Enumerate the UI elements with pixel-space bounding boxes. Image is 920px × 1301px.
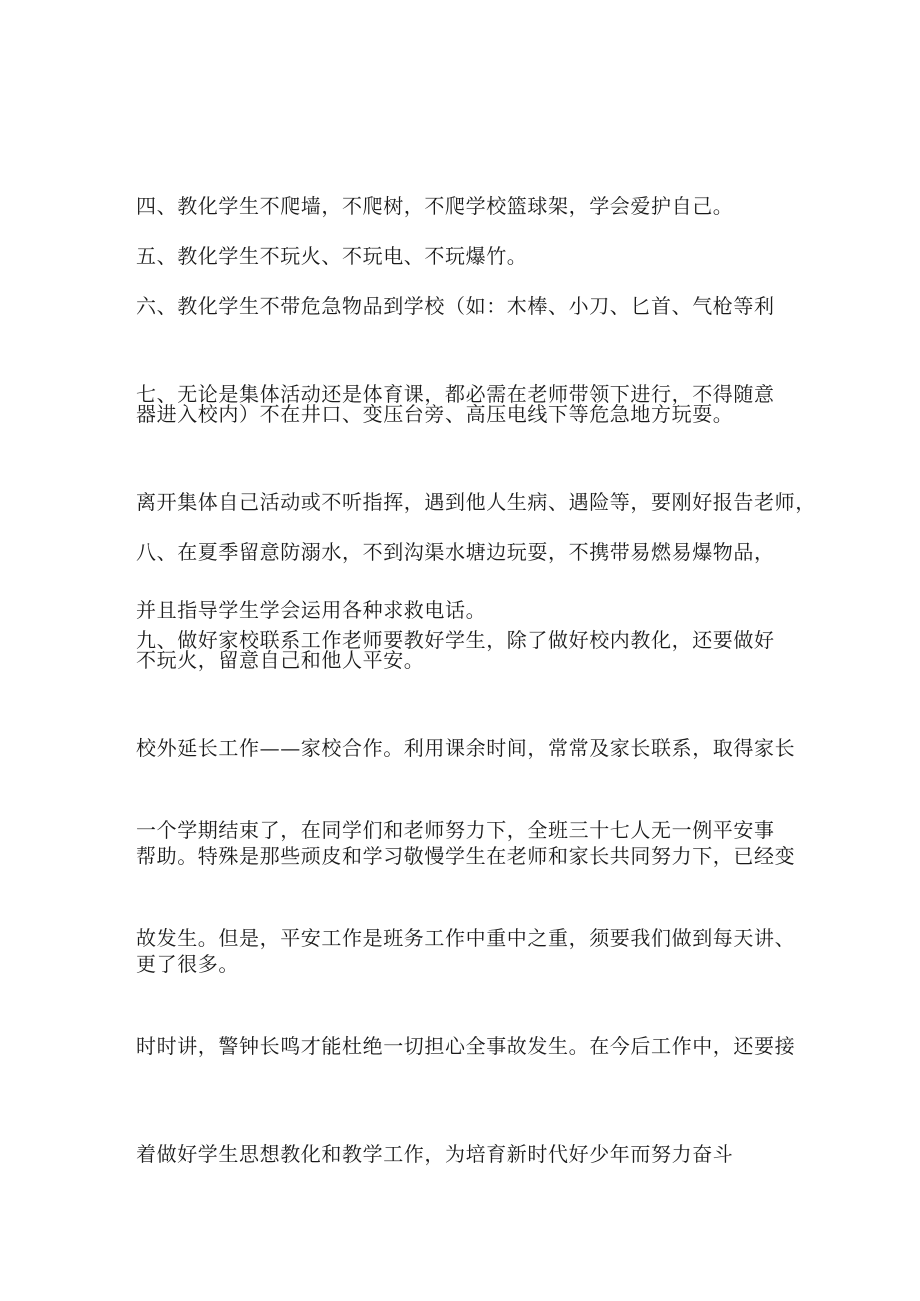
paragraph-conclusion (136, 740, 796, 1244)
paragraph-line: 帮助。特殊是那些顽皮和学习敬慢学生在老师和家长共同努力下，已经变 (136, 844, 796, 868)
paragraph-line: 五、教化学生不玩火、不玩电、不玩爆竹。 (136, 244, 528, 268)
paragraph-line: 不玩火，留意自己和他人平安。 (136, 648, 425, 672)
paragraph-line: 六、教化学生不带危急物品到学校（如：木棒、小刀、匕首、气枪等利 (136, 294, 775, 318)
paragraph-line: 四、教化学生不爬墙，不爬树，不爬学校篮球架，学会爱护自己。 (136, 194, 734, 218)
paragraph-line: 离开集体自己活动或不听指挥，遇到他人生病、遇险等，要刚好报告老师， (136, 490, 816, 514)
paragraph-line: 并且指导学生学会运用各种求救电话。 (136, 598, 487, 622)
paragraph-line: 一个学期结束了，在同学们和老师努力下，全班三十七人无一例平安事 (136, 818, 775, 842)
paragraph-line: 八、在夏季留意防溺水，不到沟渠水塘边玩耍，不携带易燃易爆物品， (136, 540, 775, 564)
paragraph-line: 校外延长工作——家校合作。利用课余时间，常常及家长联系，取得家长 (136, 736, 796, 760)
paragraph-line: 着做好学生思想教化和教学工作，为培育新时代好少年而努力奋斗 (136, 1142, 734, 1166)
paragraph-line: 时时讲，警钟长鸣才能杜绝一切担心全事故发生。在今后工作中，还要接 (136, 1034, 796, 1058)
paragraph-line: 故发生。但是，平安工作是班务工作中重中之重，须要我们做到每天讲、 (136, 926, 796, 950)
paragraph-line: 九、做好家校联系工作老师要教好学生，除了做好校内教化，还要做好 (136, 628, 775, 652)
paragraph-line: 器进入校内）不在井口、变压台旁、高压电线下等危急地方玩耍。 (136, 402, 734, 426)
paragraph-line: 更了很多。 (136, 952, 239, 976)
paragraph-line: 七、无论是集体活动还是体育课，都必需在老师带领下进行，不得随意 (136, 382, 775, 406)
